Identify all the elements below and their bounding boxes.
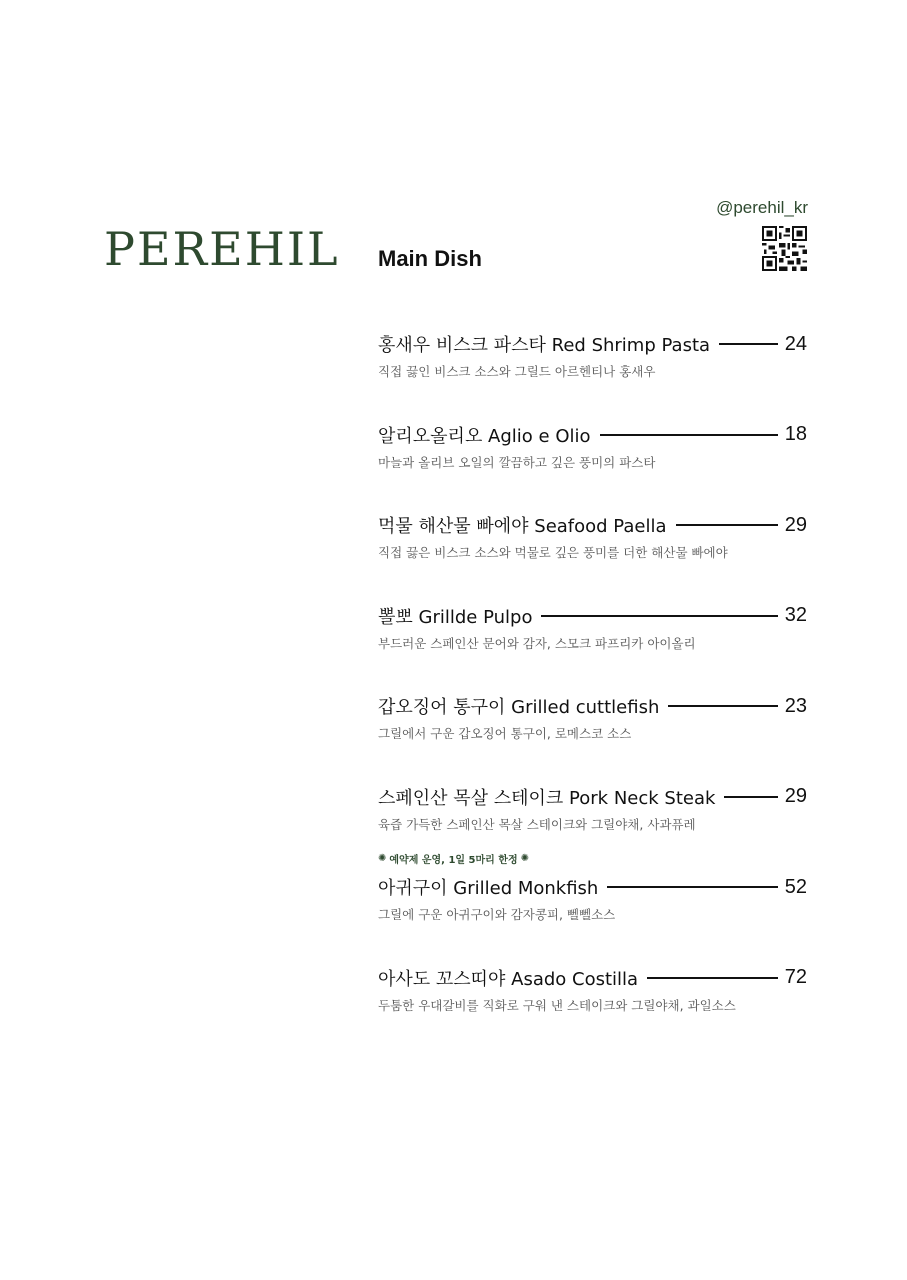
menu-item (378, 511, 807, 602)
leader-line (647, 977, 778, 979)
leader-line (607, 886, 777, 888)
menu-item (378, 330, 807, 421)
item-price: 72 (784, 966, 807, 988)
menu-item (378, 964, 807, 1055)
leader-line (724, 796, 777, 798)
item-price: 23 (784, 694, 807, 717)
item-note-text: 예약제 운영, 1일 5마리 한정 (389, 855, 518, 866)
item-name: 아사도 꼬스띠야 Asado Costilla (378, 968, 639, 990)
menu-item (378, 692, 807, 783)
leader-line (719, 343, 778, 345)
section-title: Main Dish (378, 246, 482, 271)
item-price: 32 (784, 604, 807, 626)
instagram-handle[interactable]: @perehil_kr (716, 198, 808, 217)
item-description: 육즙 가득한 스페인산 목살 스테이크와 그릴야채, 사과퓨레 (378, 816, 696, 832)
item-name: 스페인산 목살 스테이크 Pork Neck Steak (378, 787, 716, 809)
item-price: 24 (784, 332, 807, 355)
item-description: 두툼한 우대갈비를 직화로 구워 낸 스테이크와 그릴야채, 과일소스 (378, 997, 736, 1013)
item-name: 먹물 해산물 빠에야 Seafood Paella (378, 516, 667, 537)
qr-code-icon[interactable] (762, 226, 807, 271)
menu-item (378, 421, 807, 512)
flower-bullet-icon: ✺ (378, 853, 387, 864)
flower-bullet-icon: ✺ (520, 853, 530, 864)
leader-line (668, 705, 777, 707)
item-name: 뽈뽀 Grillde Pulpo (378, 606, 533, 628)
menu-item (378, 602, 807, 693)
item-price: 29 (784, 513, 807, 536)
menu-item (378, 853, 807, 964)
item-price: 52 (784, 875, 807, 898)
leader-line (600, 434, 778, 436)
item-price: 29 (784, 785, 807, 807)
item-price: 18 (784, 423, 807, 445)
item-name: 홍새우 비스크 파스타 Red Shrimp Pasta (378, 335, 711, 356)
item-description: 부드러운 스페인산 문어와 감자, 스모크 파프리카 아이올리 (378, 635, 696, 651)
leader-line (676, 524, 778, 526)
item-description: 직접 끓은 비스크 소스와 먹물로 깊은 풍미를 더한 해산물 빠에야 (378, 545, 728, 560)
item-name: 아귀구이 Grilled Monkfish (378, 878, 599, 899)
item-name: 갑오징어 통구이 Grilled cuttlefish (378, 697, 660, 718)
item-description: 마늘과 올리브 오일의 깔끔하고 깊은 풍미의 파스타 (378, 454, 656, 470)
item-description: 그릴에 구운 아귀구이와 감자콩피, 뻴뻴소스 (378, 907, 616, 922)
item-description: 직접 끓인 비스크 소스와 그릴드 아르헨티나 홍새우 (378, 364, 656, 379)
menu-list (378, 330, 807, 1054)
item-name: 알리오올리오 Aglio e Olio (378, 425, 591, 447)
leader-line (541, 615, 777, 617)
item-description: 그릴에서 구운 갑오징어 통구이, 로메스코 소스 (378, 726, 632, 741)
item-note (378, 851, 529, 866)
brand-logo: PEREHIL (104, 222, 340, 276)
